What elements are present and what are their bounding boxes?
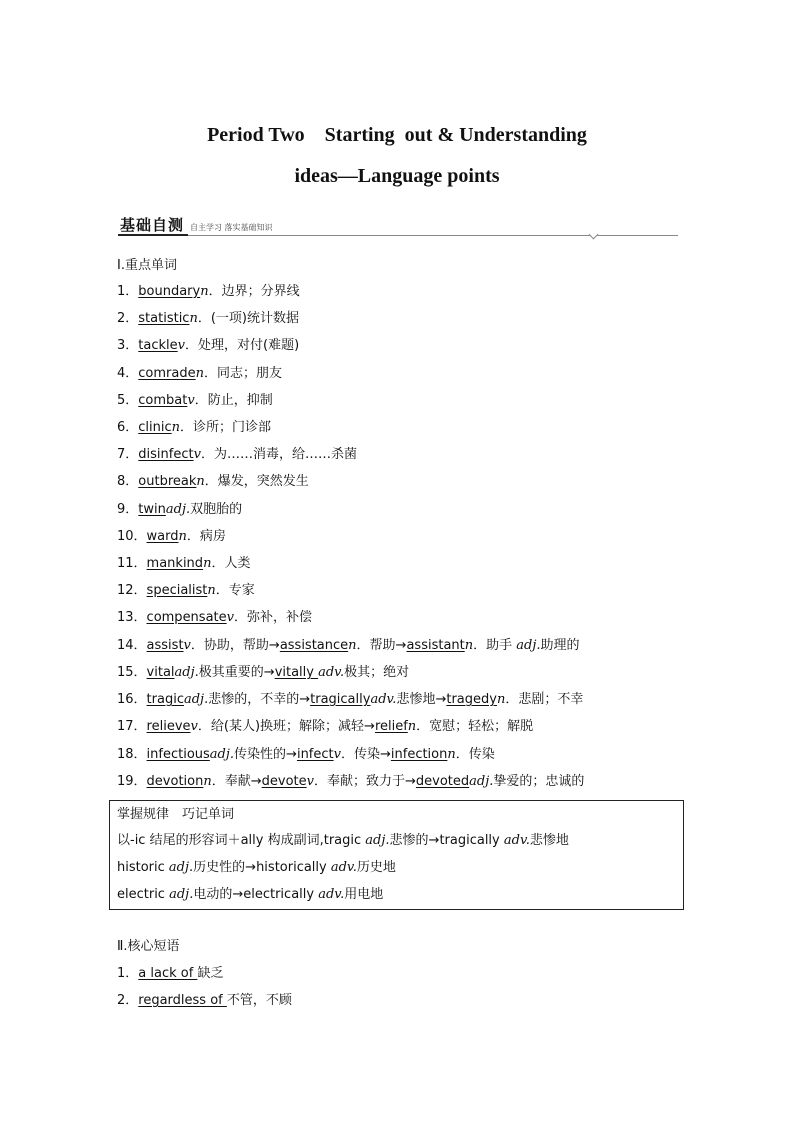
phrase-item-2: 2．regardless of 不管，不顾 bbox=[117, 993, 292, 1008]
vocab-word: assistance bbox=[279, 638, 349, 653]
title-period: Period Two bbox=[207, 124, 305, 146]
vocab-word: ward bbox=[146, 529, 179, 544]
part2-heading: Ⅱ.核心短语 bbox=[117, 939, 180, 954]
vocab-word: statistic bbox=[138, 311, 190, 326]
vocab-item-2: 2．statisticn．(一项)统计数据 bbox=[117, 311, 299, 326]
vocab-item-18: 18．infectiousadj.传染性的→infectv．传染→infectionn．传染 bbox=[117, 747, 495, 762]
section-subtitle: 自主学习 落实基础知识 bbox=[190, 223, 273, 232]
vocab-word: specialist bbox=[146, 583, 208, 598]
vocab-item-6: 6．clinicn．诊所；门诊部 bbox=[117, 420, 272, 435]
vocab-word: mankind bbox=[146, 556, 204, 571]
vocab-word: devote bbox=[261, 774, 307, 789]
vocab-item-13: 13．compensatev．弥补，补偿 bbox=[117, 610, 313, 625]
phrase-item-1: 1．a lack of 缺乏 bbox=[117, 966, 224, 981]
tip-box-line-3: electric adj.电动的→electrically adv.用电地 bbox=[117, 887, 384, 902]
vocab-word: compensate bbox=[146, 610, 227, 625]
vocab-word: infectious bbox=[146, 747, 210, 762]
part1-heading: Ⅰ.重点单词 bbox=[117, 258, 177, 273]
vocab-word: combat bbox=[138, 393, 188, 408]
vocab-word: relief bbox=[374, 719, 408, 734]
vocab-item-3: 3．tacklev．处理，对付(难题) bbox=[117, 338, 300, 353]
vocab-item-15: 15．vitaladj.极其重要的→vitally adv.极其；绝对 bbox=[117, 665, 410, 680]
title-topic: Starting out & Understanding bbox=[324, 124, 587, 146]
vocab-word: outbreak bbox=[138, 474, 197, 489]
vocab-word: assist bbox=[146, 638, 184, 653]
page-title-line1 bbox=[0, 124, 794, 147]
tip-box-line-2: historic adj.历史性的→historically adv.历史地 bbox=[117, 860, 396, 875]
vocab-word: vital bbox=[146, 665, 175, 680]
vocab-word: clinic bbox=[138, 420, 172, 435]
vocab-word: disinfect bbox=[138, 447, 194, 462]
vocab-word: devoted bbox=[415, 774, 470, 789]
vocab-item-19: 19．devotionn．奉献→devotev．奉献；致力于→devotedadj.挚爱的；忠诚的 bbox=[117, 774, 585, 789]
vocab-word: boundary bbox=[138, 284, 201, 299]
tip-box bbox=[109, 800, 684, 910]
vocab-item-4: 4．comraden．同志；朋友 bbox=[117, 366, 282, 381]
section-title: 基础自测 bbox=[120, 216, 185, 234]
vocab-item-7: 7．disinfectv．为……消毒，给……杀菌 bbox=[117, 447, 357, 462]
section-header bbox=[118, 212, 678, 238]
tip-box-line-1: 以-ic 结尾的形容词＋ally 构成副词,tragic adj.悲惨的→tragically adv.悲惨地 bbox=[117, 833, 569, 848]
vocab-word: comrade bbox=[138, 366, 196, 381]
title-gap bbox=[305, 124, 325, 146]
vocab-word: devotion bbox=[146, 774, 204, 789]
vocab-item-8: 8．outbreakn．爆发，突然发生 bbox=[117, 474, 309, 489]
vocab-word: infect bbox=[296, 747, 334, 762]
vocab-word: twin bbox=[138, 502, 166, 517]
vocab-word: infection bbox=[390, 747, 448, 762]
phrase-text: regardless of bbox=[138, 993, 227, 1008]
section-rule-thick bbox=[118, 234, 188, 236]
vocab-word: tragedy bbox=[446, 692, 497, 707]
vocab-item-11: 11．mankindn．人类 bbox=[117, 556, 251, 571]
vocab-item-17: 17．relievev．给(某人)换班；解除；减轻→reliefn．宽慰；轻松；解脱 bbox=[117, 719, 534, 734]
vocab-item-10: 10．wardn．病房 bbox=[117, 529, 226, 544]
vocab-word: vitally bbox=[274, 665, 319, 680]
vocab-item-12: 12．specialistn．专家 bbox=[117, 583, 255, 598]
section-rule-thin bbox=[188, 235, 678, 236]
vocab-word: tackle bbox=[138, 338, 178, 353]
vocab-word: relieve bbox=[146, 719, 191, 734]
vocab-item-5: 5．combatv．防止，抑制 bbox=[117, 393, 273, 408]
phrase-text: a lack of bbox=[138, 966, 198, 981]
vocab-item-16: 16．tragicadj.悲惨的，不幸的→tragicallyadv.悲惨地→tragedyn．悲剧；不幸 bbox=[117, 692, 584, 707]
page-title-line2: ideas—Language points bbox=[294, 165, 500, 187]
vocab-item-9: 9．twinadj.双胞胎的 bbox=[117, 502, 243, 517]
section-rule-notch bbox=[589, 230, 599, 240]
vocab-item-1: 1．boundaryn．边界；分界线 bbox=[117, 284, 300, 299]
vocab-word: assistant bbox=[406, 638, 465, 653]
vocab-word: tragic bbox=[146, 692, 184, 707]
tip-box-title: 掌握规律 巧记单词 bbox=[117, 807, 235, 822]
vocab-word: tragically bbox=[310, 692, 371, 707]
vocab-item-14: 14．assistv．协助，帮助→assistancen．帮助→assistantn．助手 adj.助理的 bbox=[117, 638, 580, 653]
